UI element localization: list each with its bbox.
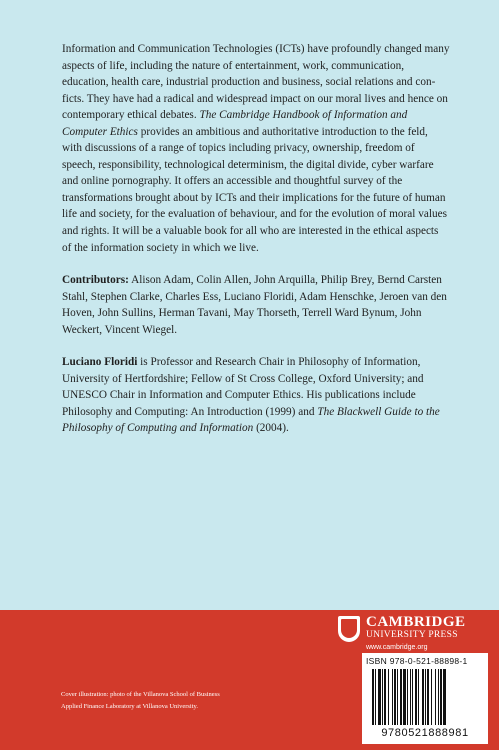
editor-bio-part: is Professor and Research Chair in Philosophy of Information, University of Hertfordshire; Fellow of St Cross College, Oxford University; and UNESCO Chair in Information and Computer Ethics. His publications include Philosophy and Computing: An Introduction (1999) and — [62, 356, 424, 418]
blurb-text-part: Information and Communication Technologies (ICTs) have profoundly changed many aspects of life, including the nature of entertainment, work, communication, education, health care, industrial production and business, social relations and con-ficts. They have had a radical and widespread impact on our moral lives and hence on contemporary ethical debates. — [62, 43, 450, 122]
barcode-bar — [388, 669, 389, 725]
barcode-bar — [427, 669, 429, 725]
blurb-text-part: provides an ambitious and authoritative introduction to the feld, with discussions of a range of topics including privacy, ownership, freedom of speech, responsibility, technological determinism, the digital divide, cyber warfare and online pornography. It offers an accessible and thoughtful survey of the transformations brought about by ICTs and their implications for the future of human life and society, for the evaluation of behaviour, and for the evolution of moral values and rights. It will be a valuable book for all who are interested in the ethical aspects of the information society in which we live. — [62, 125, 447, 254]
barcode-bar — [410, 669, 411, 725]
publisher-press: UNIVERSITY PRESS — [366, 630, 458, 640]
credit-line: Cover illustration: photo of the Villanova School of Business — [61, 691, 220, 698]
barcode-bar — [382, 669, 383, 725]
barcode-bar — [425, 669, 426, 725]
barcode-box — [362, 653, 488, 744]
isbn-text: ISBN 978-0-521-88898-1 — [366, 656, 468, 666]
barcode-bar — [394, 669, 396, 725]
barcode-bar — [403, 669, 406, 725]
credit-line: Applied Finance Laboratory at Villanova University. — [61, 703, 198, 710]
editor-name: Luciano Floridi — [62, 356, 138, 369]
barcode-bar — [412, 669, 413, 725]
cover-illustration-credit — [61, 689, 301, 713]
barcode-bar — [400, 669, 402, 725]
barcode-bar — [443, 669, 446, 725]
barcode-bar — [418, 669, 419, 725]
contributors-list: Alison Adam, Colin Allen, John Arquilla, Philip Brey, Bernd Carsten Stahl, Stephen Clarke, Charles Ess, Luciano Floridi, Adam Henschke, Jeroen van den Hoven, John Sullins, Herman Tavani, May Thorseth, Terrell Ward Bynum, John Weckert, Vincent Wiegel. — [62, 274, 447, 336]
barcode-bar — [392, 669, 393, 725]
cambridge-shield-icon — [338, 616, 360, 642]
barcode-bar — [431, 669, 432, 725]
contributors-label: Contributors: — [62, 274, 129, 287]
contributors-paragraph — [62, 272, 450, 338]
barcode-bar — [438, 669, 439, 725]
shield-inner — [341, 619, 357, 638]
barcode-bar — [384, 669, 386, 725]
editor-publication-title: The Blackwell Guide to the Philosophy of Computing and Information — [62, 405, 440, 435]
publisher-url: www.cambridge.org — [366, 644, 428, 651]
barcode-bar — [378, 669, 381, 725]
blurb-text — [62, 41, 450, 453]
barcode-bar — [372, 669, 374, 725]
editor-paragraph — [62, 354, 450, 437]
barcode-bar — [422, 669, 424, 725]
publisher-name: CAMBRIDGE — [366, 614, 466, 630]
barcode-icon — [370, 669, 480, 727]
barcode-bar — [375, 669, 376, 725]
editor-bio-part: (2004). — [253, 422, 289, 435]
barcode-bar — [397, 669, 398, 725]
barcode-number: 9780521888981 — [381, 727, 469, 739]
barcode-bar — [407, 669, 408, 725]
barcode-bar — [440, 669, 442, 725]
blurb-paragraph — [62, 41, 450, 256]
barcode-bar — [415, 669, 417, 725]
book-title: The Cambridge Handbook of Information and Computer Ethics — [62, 109, 408, 138]
barcode-bar — [435, 669, 436, 725]
